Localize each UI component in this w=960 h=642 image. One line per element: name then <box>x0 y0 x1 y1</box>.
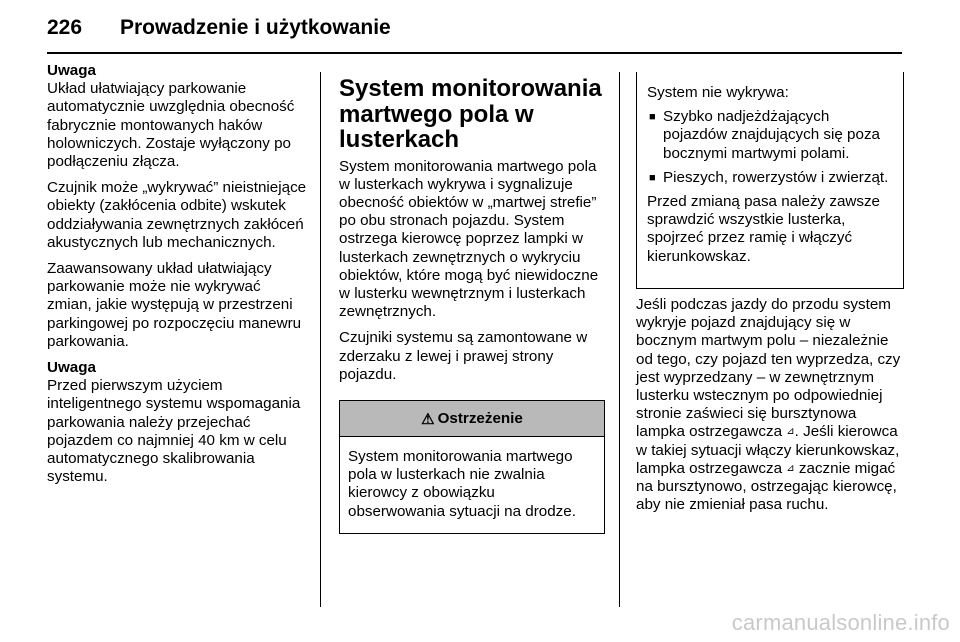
bullet-square-icon: ■ <box>649 171 656 184</box>
info-closing: Przed zmianą pasa należy zawsze sprawdzić wszystkie lusterka, spojrzeć przez ramię i włączyć kierunkowskaz. <box>647 193 880 265</box>
bullet-square-icon: ■ <box>649 111 656 124</box>
column-1 <box>47 62 309 494</box>
list-item-text: Pieszych, rowerzystów i zwierząt. <box>663 168 889 186</box>
page-title: Prowadzenie i użytkowanie <box>120 16 391 39</box>
info-box <box>636 72 904 289</box>
column-2 <box>339 66 604 392</box>
column-divider-1 <box>320 72 321 607</box>
warning-title: Ostrzeżenie <box>437 410 523 427</box>
note-text: Przed pierwszym użyciem inteligentnego systemu wspomagania parkowania należy przejechać pojazdem co najmniej 40 km w celu automatycznego skalibrowania systemu. <box>47 377 301 486</box>
paragraph: Zaawansowany układ ułatwiający parkowanie może nie wykrywać zmian, jakie występują w przestrzeni parkingowej po rozpoczęciu manewru parkowania. <box>47 260 302 350</box>
note-label: Uwaga <box>47 62 96 79</box>
column-3-text <box>636 296 904 514</box>
list-item-text: Szybko nadjeżdżających pojazdów znajdujących się poza bocznymi martwymi polami. <box>663 108 880 162</box>
warning-header <box>340 401 604 437</box>
list-item <box>647 169 893 187</box>
column-divider-2 <box>619 72 620 607</box>
list-item <box>647 108 893 163</box>
page-header <box>47 14 902 44</box>
warning-triangle-icon: ⚠ <box>421 410 435 428</box>
paragraph: Czujnik może „wykrywać” nieistniejące obiekty (zakłócenia odbite) wskutek oddziaływania zewnętrznych zakłóceń akustycznych lub mechanicznych. <box>47 179 307 251</box>
blind-spot-warning-icon: ⊿ <box>786 462 795 474</box>
note-label: Uwaga <box>47 359 96 377</box>
paragraph-part: zacznie migać na bursztynowo, ostrzegając kierowcę, aby nie zmieniał pasa ruchu. <box>636 459 897 514</box>
paragraph: System monitorowania martwego pola w lusterkach wykrywa i sygnalizuje obecność obiektów w „martwej strefie” po obu stronach pojazdu. System ostrzega kierowcę poprzez lampki w lusterkach zewnętrznych o wykryciu obiektów, które mogą być niewidoczne w lusterku wewnętrznym i lusterkach zewnętrznych. <box>339 157 599 321</box>
paragraph-part: Jeśli podczas jazdy do przodu system wykryje pojazd znajdujący się w bocznym martwym polu – niezależnie od tego, czy pojazd ten wyprzedza, czy jest wyprzedzany – w zewnętrznym lusterku wstecznym po odpowiedniej stronie zaświeci się bursztynowa lampka ostrzegawcza <box>636 296 901 441</box>
section-heading: System monitorowania martwego pola w lusterkach <box>339 75 602 153</box>
paragraph: Czujniki systemu są zamontowane w zderzaku z lewej i prawej strony pojazdu. <box>339 329 588 383</box>
warning-text: System monitorowania martwego pola w lusterkach nie zwalnia kierowcy z obowiązku obserwowania sytuacji na drodze. <box>348 448 576 520</box>
blind-spot-warning-icon: ⊿ <box>786 426 795 438</box>
note-text: Układ ułatwiający parkowanie automatycznie uwzględnia obecność fabrycznie montowanych haków holowniczych. Zostaje wyłączony po podłączeniu złącza. <box>47 80 295 171</box>
header-divider <box>47 52 902 54</box>
page-number: 226 <box>47 16 83 39</box>
warning-box <box>339 400 605 534</box>
watermark: carmanualsonline.info <box>731 610 950 635</box>
paragraph-part: . Jeśli kierowca w takiej sytuacji włączy kierunkowskaz, lampka ostrzegawcza <box>636 423 900 477</box>
info-intro: System nie wykrywa: <box>647 84 789 101</box>
